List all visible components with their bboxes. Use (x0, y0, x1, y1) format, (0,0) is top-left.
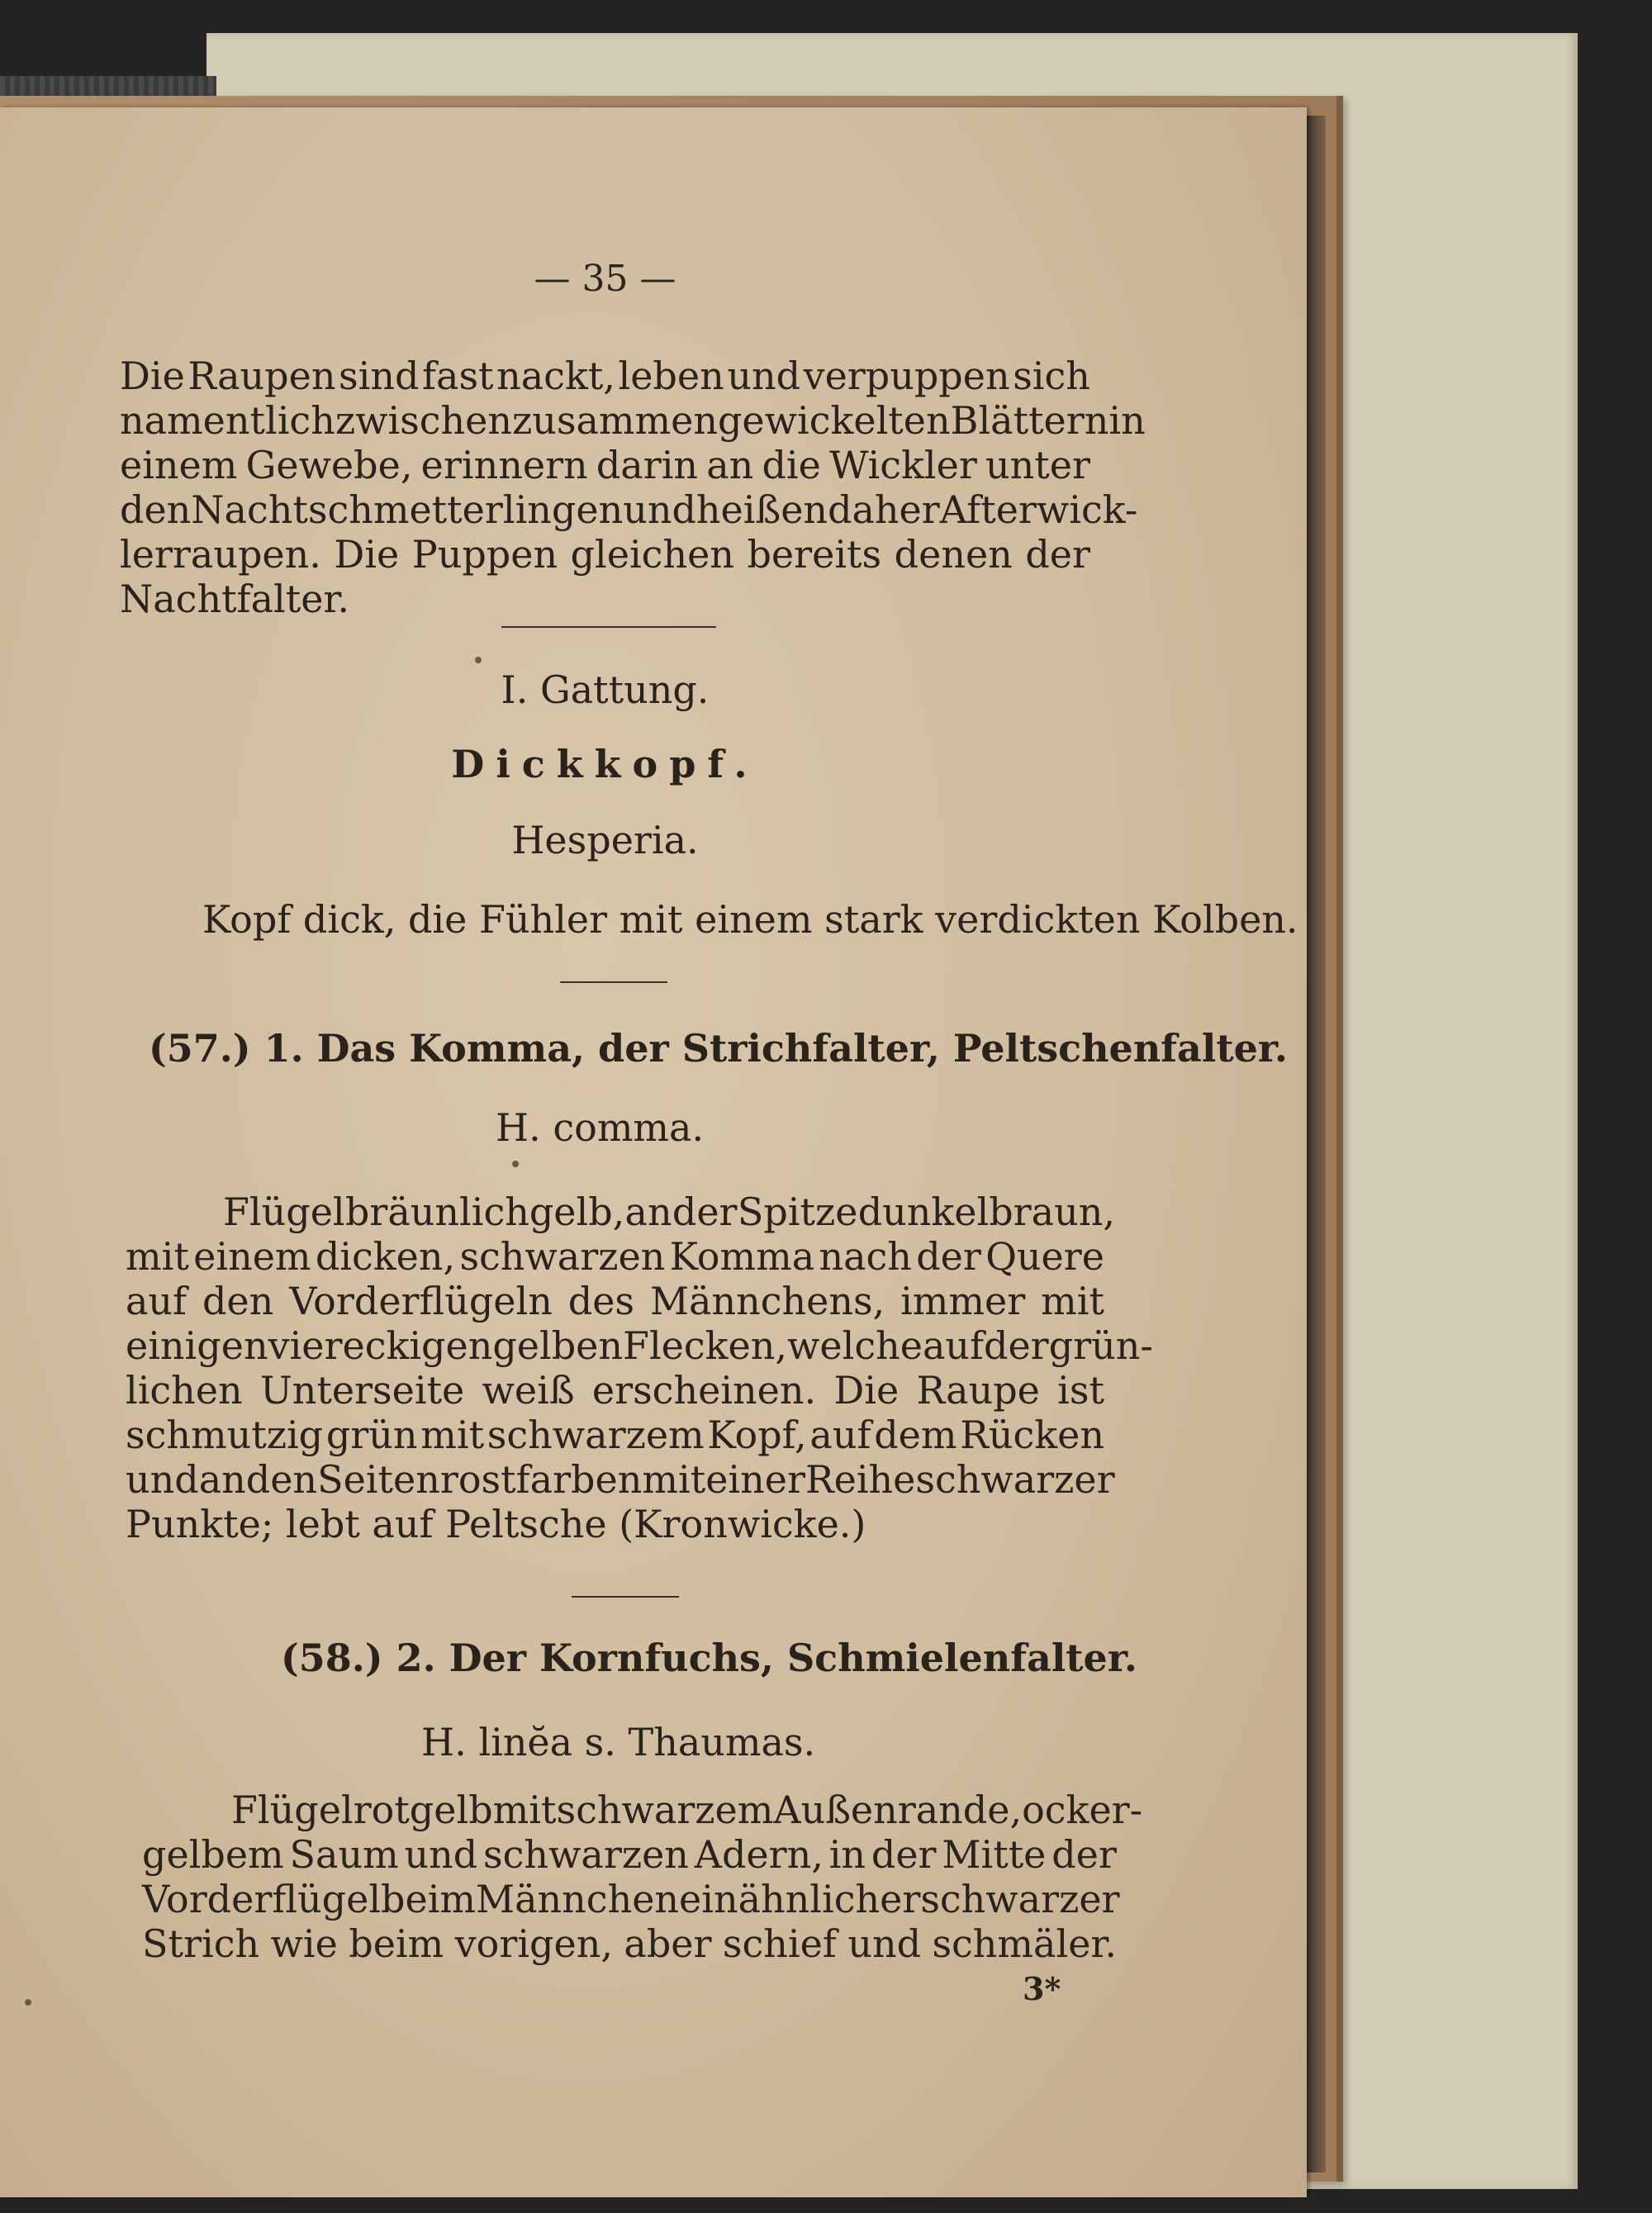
genus-latin: Hesperia. (511, 818, 699, 862)
text-line (120, 487, 1138, 532)
word: fast (422, 354, 494, 398)
text-line (126, 1234, 1104, 1279)
word: Afterwick- (939, 487, 1138, 532)
word: Saum (289, 1832, 399, 1877)
word: Die (120, 354, 185, 398)
word: Quere (985, 1234, 1104, 1279)
word: Mitte (942, 1832, 1047, 1877)
text-line (120, 443, 1090, 487)
word: des (567, 1279, 635, 1323)
text-line (126, 1323, 1153, 1368)
text-line (126, 1279, 1104, 1323)
word: den (120, 487, 192, 532)
word: mit (420, 1413, 485, 1457)
text-line: Punkte; lebt auf Peltsche (Kronwicke.) (126, 1502, 866, 1546)
text-line (142, 1832, 1117, 1877)
word: Raupen (188, 354, 336, 398)
text-line (126, 1368, 1104, 1413)
paper-speck (512, 1161, 519, 1167)
word: Außenrande, (773, 1788, 1023, 1832)
word: in (828, 1832, 866, 1877)
word: der (916, 1234, 981, 1279)
word: immer (900, 1279, 1026, 1323)
word: mit (1041, 1279, 1104, 1323)
section-rule (560, 981, 667, 983)
word: Flügel (223, 1190, 345, 1234)
word: Komma (669, 1234, 815, 1279)
word: der (871, 1832, 937, 1877)
word: vorigen, (454, 1921, 613, 1966)
word: zwischen (335, 398, 512, 443)
word: ähnlicher (738, 1877, 921, 1921)
genus-name: Dickkopf. (451, 742, 759, 786)
word: schmäler. (932, 1921, 1117, 1966)
word: Strich (142, 1921, 260, 1966)
word: der (1051, 1832, 1117, 1877)
word: ein (679, 1877, 738, 1921)
text-line (223, 1190, 1115, 1234)
word: Spitze (737, 1190, 858, 1234)
word: schwarzem (487, 1413, 705, 1457)
page-number: — 35 — (534, 258, 676, 300)
text-line (120, 398, 1146, 443)
word: Rücken (960, 1413, 1104, 1457)
word: Kopf, (707, 1413, 807, 1457)
section-rule (501, 626, 716, 628)
word: ocker- (1022, 1788, 1143, 1832)
species-heading: (58.) 2. Der Kornfuchs, Schmielenfalter. (281, 1636, 1137, 1680)
word: leben (618, 354, 724, 398)
word: rostfarben (439, 1457, 643, 1502)
word: Unterseite (259, 1368, 465, 1413)
word: einigen (126, 1323, 268, 1368)
section-rule (572, 1596, 679, 1598)
word: einer (705, 1457, 805, 1502)
word: Die (833, 1368, 900, 1413)
word: gelben (492, 1323, 624, 1368)
word: Blättern (950, 398, 1109, 443)
word: dem (874, 1413, 957, 1457)
word: ist (1057, 1368, 1104, 1413)
word: einem (193, 1234, 311, 1279)
word: viereckigen (268, 1323, 493, 1368)
word: schwarzer (920, 1877, 1120, 1921)
word: beim (349, 1921, 444, 1966)
word: dunkelbraun, (857, 1190, 1115, 1234)
word: unter (985, 443, 1090, 487)
word: grün- (1048, 1323, 1153, 1368)
word: auf (126, 1279, 188, 1323)
text-line: Nachtfalter. (120, 577, 349, 621)
word: schwarzer (915, 1457, 1115, 1502)
word: die (762, 443, 821, 487)
word: an (624, 1190, 672, 1234)
word: wie (270, 1921, 338, 1966)
paper-speck (25, 1999, 31, 2006)
word: lichen (126, 1368, 243, 1413)
word: Die (334, 532, 400, 577)
word: Gewebe, (245, 443, 413, 487)
word: auf (809, 1413, 871, 1457)
word: grün (325, 1413, 418, 1457)
word: verpuppen (803, 354, 1010, 398)
word: einem (120, 443, 238, 487)
word: Adern, (694, 1832, 824, 1877)
word: mit (642, 1457, 706, 1502)
word: und (623, 487, 696, 532)
species-latin: H. linĕa s. Thaumas. (421, 1720, 816, 1764)
word: schmutzig (126, 1413, 324, 1457)
word: und (126, 1457, 199, 1502)
word: der (672, 1190, 738, 1234)
word: der (984, 1323, 1049, 1368)
text-line (142, 1877, 1120, 1921)
word: und (727, 354, 801, 398)
word: heißen (695, 487, 828, 532)
word: Flügel (231, 1788, 354, 1832)
word: mit (492, 1788, 557, 1832)
text-line (126, 1457, 1115, 1502)
word: schwarzem (556, 1788, 774, 1832)
word: lerraupen. (120, 532, 321, 577)
signature-mark: 3* (1023, 1970, 1061, 2007)
word: Wickler (829, 443, 977, 487)
text-line (126, 1413, 1104, 1457)
word: Puppen (411, 532, 558, 577)
word: bereits (747, 532, 882, 577)
word: und (847, 1921, 922, 1966)
word: Männchens, (649, 1279, 885, 1323)
species-latin: H. comma. (496, 1105, 705, 1150)
word: Männchen (476, 1877, 680, 1921)
word: dicken, (315, 1234, 456, 1279)
text-line (231, 1788, 1143, 1832)
word: zusammengewickelten (512, 398, 951, 443)
word: schwarzen (483, 1832, 689, 1877)
word: Vorderflügel (142, 1877, 382, 1921)
word: namentlich (120, 398, 335, 443)
word: erinnern (420, 443, 588, 487)
word: den (245, 1457, 318, 1502)
word: Raupe (916, 1368, 1040, 1413)
word: beim (381, 1877, 477, 1921)
word: nackt, (496, 354, 615, 398)
text-line (142, 1921, 1117, 1966)
word: sind (339, 354, 420, 398)
word: auf (922, 1323, 985, 1368)
word: an (198, 1457, 246, 1502)
word: erscheinen. (591, 1368, 817, 1413)
word: in (1108, 398, 1146, 443)
word: den (202, 1279, 274, 1323)
word: Vorderflügeln (289, 1279, 553, 1323)
word: schwarzen (459, 1234, 666, 1279)
word: weiß (482, 1368, 575, 1413)
word: bräunlichgelb, (344, 1190, 625, 1234)
word: schief (722, 1921, 837, 1966)
word: daher (828, 487, 940, 532)
paper-speck (475, 657, 482, 663)
word: an (706, 443, 754, 487)
word: mit (126, 1234, 189, 1279)
word: darin (596, 443, 699, 487)
species-heading: (57.) 1. Das Komma, der Strichfalter, Peltschenfalter. (149, 1026, 1288, 1071)
genus-description: Kopf dick, die Fühler mit einem stark verdickten Kolben. (202, 897, 1298, 942)
word: Nachtschmetterlingen (191, 487, 624, 532)
word: gleichen (570, 532, 734, 577)
text-line (120, 354, 1090, 398)
genus-heading: I. Gattung. (501, 667, 710, 712)
word: nach (819, 1234, 912, 1279)
word: gelbem (142, 1832, 284, 1877)
word: sich (1013, 354, 1090, 398)
word: Reihe (805, 1457, 916, 1502)
word: aber (624, 1921, 712, 1966)
word: Seiten (317, 1457, 440, 1502)
word: der (1025, 532, 1090, 577)
word: rotgelb (353, 1788, 493, 1832)
word: denen (894, 532, 1013, 577)
word: Flecken, (623, 1323, 788, 1368)
text-line (120, 532, 1090, 577)
word: welche (787, 1323, 923, 1368)
word: und (404, 1832, 478, 1877)
